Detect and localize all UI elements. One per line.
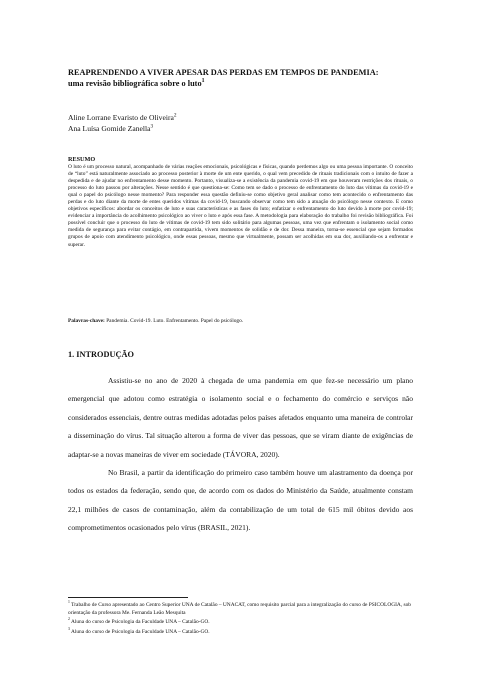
footnote-divider xyxy=(68,597,188,598)
footnote-mark: 2 xyxy=(68,617,70,622)
paragraph-2: No Brasil, a partir da identificação do primeiro caso também houve um alastramento da doença por todos os estados da federação, sendo que, de acordo com os dados do Ministério da Saúde, atualmente constam 22,1 milhões de casos de contaminação, além da contabilização de um total de 615 mil óbitos devido aos comprometimentos ocasionados pelo vírus (BRASIL, 2021). xyxy=(68,468,413,533)
abstract-heading: RESUMO xyxy=(68,156,96,163)
footnote-text: Aluna do curso de Psicologia da Faculdade UNA – Catalão-GO. xyxy=(70,619,210,626)
keywords-label: Palavras-chave: xyxy=(68,318,105,324)
author-list xyxy=(68,112,177,134)
author-2 xyxy=(68,123,177,134)
abstract-text: O luto é um processo natural, acompanhado de várias reações emocionais, psicológicas e físicas, quando perdemos algo ou uma pessoa importante. O conceito de “luto” está naturalmente associado ao processo posterior à morte de um ente querido, o qual vem precedido de rituais tradicionais com o intuito de fazer a despedida e de ajudar no enfrentamento desse momento. Portanto, visualiza-se a existência da pandemia covid-19 em que houveram restrições dos rituais, o processo do luto passou por alterações. Nesse sentido é que questiona-se: Como tem se dado o processo de enfrentamento do luto das vítimas da covid-19 e qual o papel do psicólogo nesse momento? Para responder essa questão definiu-se como objetivo geral analisar como tem acontecido o enfrentamento das perdas e do luto diante da morte de entes queridos vítimas da covid-19, buscando observar como tem sido a atuação do psicólogo nesse contexto. E como objetivos específicos: abordar os conceitos de luto e suas características e as fases do luto; enfatizar o enfrentamento do luto devido à morte por covid-19; evidenciar a importância do acolhimento psicológico ao viver o luto e após essa fase. A metodologia para elaboração do trabalho foi revisão bibliográfica. Foi possível concluir que o processo do luto de vítimas de covid-19 tem sido solitário para algumas pessoas, uma vez que enfrentam o isolamento social como medida de segurança para evitar contágio, em contrapartida, vivem momentos de solidão e de dor. Dessa maneira, torna-se essencial que sejam formados grupos de apoio com atendimento psicológico, onde essas pessoas, mesmo que virtualmente, possam ser acolhidas em sua dor, auxiliando-os a enfrentar e superar. xyxy=(68,164,413,248)
paragraph-1: Assistiu-se no ano de 2020 à chegada de uma pandemia em que fez-se necessário um plano emergencial que adotou como estratégia o isolamento social e o fechamento do comércio e serviços não considerados essenciais, dentre outras medidas adotadas pelos países afetados enquanto uma maneira de controlar a disseminação do vírus. Tal situação alterou a forma de viver das pessoas, que se viram diante de exigências de adaptar-se a novas maneiras de viver em sociedade (TÁVORA, 2020). xyxy=(68,376,413,459)
footnotes xyxy=(68,602,413,638)
footnote-mark: 3 xyxy=(150,123,154,130)
footnote-3 xyxy=(68,626,413,637)
footnote-2 xyxy=(68,619,413,627)
footnote-mark: 2 xyxy=(173,112,177,119)
footnote-mark: 3 xyxy=(68,626,70,631)
keywords-text: Pandemia. Covid-19. Luto. Enfrentamento. Papel do psicólogo. xyxy=(106,318,244,324)
section-heading: 1. INTRODUÇÃO xyxy=(68,350,134,359)
title-line-1: REAPRENDENDO A VIVER APESAR DAS PERDAS EM TEMPOS DE PANDEMIA: xyxy=(68,68,379,77)
title-subtitle: uma revisão bibliográfica sobre o luto xyxy=(68,78,202,88)
title-line-2 xyxy=(68,79,428,90)
author-name: Aline Lorrane Evaristo de Oliveira xyxy=(68,113,174,122)
paper-title xyxy=(68,68,428,89)
footnote-mark: 1 xyxy=(68,600,70,605)
footnote-mark: 1 xyxy=(201,77,205,84)
footnote-text: Aluna do curso de Psicologia da Faculdade UNA – Catalão-GO. xyxy=(70,628,210,635)
keywords xyxy=(68,318,413,324)
footnote-text: Trabalho de Curso apresentado ao Centro Superior UNA de Catalão – UNACAT, como requisito parcial para a integralização do curso de PSICOLOGIA, sob orientação da professora Me. Fernanda Leão Mesquita xyxy=(68,602,411,616)
footnote-1 xyxy=(68,602,413,617)
author-name: Ana Luísa Gomide Zanella xyxy=(68,124,151,133)
section-body xyxy=(68,372,413,538)
author-1 xyxy=(68,112,177,123)
